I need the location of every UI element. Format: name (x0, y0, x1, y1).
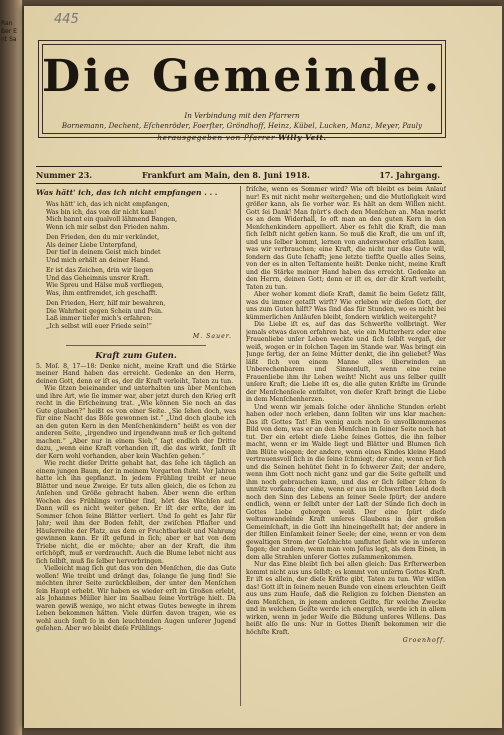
article-paragraph: Die Liebe iſt es, auf das das Schwerſte vollbringt. Wer jemals etwas davon erfahren hat, wie ein Mutterherz oder eine Frauenliebe unſer Leben weckte und ſich ſelbſt vergaß, der weiß, wogen er in ſolchen Tagen im Stande war. Was bringt ein Junge fertig, der an ſeine Mutter denkt, die ihn geliebet? Was läßt ſich von einem Manne alles überwinden an Unberechenbarem und Sinnenluſt, wenn eine reine Frauenliebe ihm ihr Leben weiht! Nicht aus uns ſelber quillt unſere Kraft; die Liebe iſt es, die alle guten Kräfte im Grunde der Menſchenſeele entfaltet, von dieſer Kraft bringt die Liebe in dem Menſchenherzen. (246, 321, 446, 403)
poem-stanza: Den Frieden, Herr, hilf mir bewahren, Die Wahrheit gegen Schein und Pein. Laß immer tiefer mich's erfahren: „Ich selbst will euer Friede sein!“ (46, 300, 166, 330)
section-divider (66, 345, 206, 346)
article-paragraph: Aber woher kommt dieſe Kraft, damit ſie beim Geſetz fällt, was du immer getaſſt wirſt? Wie erleben wir dieſen Gott, der uns zum Guten hilft? Was ſind das für Stunden, wo es nicht bei kümmerlichen Anläufen bleibt, ſondern wirklich weitergeht? (246, 291, 446, 321)
left-column (36, 186, 236, 706)
article-author: Groenhoff. (402, 637, 446, 644)
article-paragraph: 5. Moſ. 8, 17—18: Denke nicht, meine Kraft und die Stärke meiner Hand haben das erreicht. Gedenke an den Herrn, deinen Gott, denn er iſt es, der dir Kraft verleiht, Taten zu tun. (36, 362, 236, 385)
article-paragraph: Wie recht dieſer Dritte gehabt hat, das ſehe ich täglich an einem jungen Baum, der in meinem Vorgarten ſteht. Vor Jahren hatte ich ihn gepflanzt. In jedem Frühling treibt er neue Blätter und neue Zweige. Er tuts allen gleich, die es ſchon zu Anſehen und Größe gebracht haben. Aber wenn die erſten Wochen des Frühlings vorüber ſind, hört das Wachſen auf. Dann will es nicht weiter gehen. Er iſt der erſte, der im Sommer ſchon ſeine Blätter verliert. Und ſo geht es Jahr für Jahr; weil ihm der Boden fehlt, der zwiſchen Pflaſter und Häuſerreihe der Platz, aus dem er Fruchtbarkeit und Nahrung gewinnen kann. Er iſt gefund in ſich; aber er hat von dem Triebe nicht, die er möchte; aber an der Kraft, die ihm erſchöpft, muß er verdrauchſt. Auch die Blume lebet nicht aus ſich ſelbſt, muß ſie ſelber hervorbringen. (36, 460, 236, 565)
article-paragraph: Vielleicht mag ſich gut das von den Menſchen, die das Gute wollen! Wie treibt und drängt das, ſolange ſie jung ſind! Sie möchten ihrer Seite zurückbleiben, der unter den Menſchen ſein Haupt erhebt. Wir haben es wieder erſt im Großen erlebt, als Johannes Müller hier im Saalbau ſeine Vorträge hielt. Da waren gewiß wenige, wo nicht etwas Gutes bewegte in ihrem Leben bekommen hätten. Viele dürfen davon tragen, wie es wohl auch ſonſt ſo in den leuchtenden Augen unſerer Jugend geſehen. Aber wo bleibt dieſe Frühlings- (36, 565, 236, 632)
article-title: Kraft zum Guten. (95, 349, 177, 360)
newspaper-page (24, 6, 502, 728)
dateline (36, 166, 442, 184)
masthead-editor (39, 133, 445, 142)
article-continuation (246, 186, 446, 636)
right-column (246, 186, 446, 706)
column-divider (240, 186, 241, 706)
poem-stanza: Den Frieden, den du mir verkündet, Als deiner Liebe Unterpfand, Der tief in deinem Geist mich bindet Und mich erhält an deiner Hand. (46, 234, 161, 264)
article-paragraph: friſche, wenn es Sommer wird? Wie oft bleibt es beim Anlauf nur! Es mit nicht mehr weitergehen; und die Mutloſigkeit wird größer kann, als ſie vorher war. Es hält an dem Willen nicht. Gott ſei Dank! Man ſpürt's doch den Menſchen an. Man merkt es an dem Widerhall, ſo oft man an den guten Kern in den Menſchenkindern appelliert. Aber es fehlt die Kraft, die man ſich ſelbſt nicht geben kann. So muß die Kraft, die um unſ iſt, und uns ſelber kommt, lernen von anderswoher erlaſſen kann, was wir verbrauchen; eine Kraft, die nicht nur das Gute will, ſondern das Gute ſchafft; jene letzte tiefſte Quelle alles Seins, von der es in alten Teſtamente heißt: Denke nicht, meine Kraft und die Stärke meiner Hand haben das erreicht. Gedenke an den Herrn, deinen Gott; denn er iſt es, der dir Kraft verleiht, Taten zu tun. (246, 186, 446, 291)
poem-stanza: Er ist das Zeichen, drin wir liegen Und das Geheimnis unsrer Kraft. Wie Spreu und Hälse muß verfliegen, Was, ihm entfremdet, ich geschafft. (46, 267, 164, 297)
masthead (38, 40, 446, 142)
poem-author: M. Sauer. (192, 333, 232, 340)
place-date: Frankfurt am Main, den 8. Juni 1918. (142, 170, 310, 180)
book-spine (0, 0, 22, 735)
editor-prefix: herausgegeben von Pfarrer (157, 133, 276, 142)
masthead-title: Die Gemeinde. (41, 51, 443, 102)
issue-number: Nummer 23. (36, 170, 93, 180)
article-paragraph: Und wenn wir jemals ſolche oder ähnliche Stunden erlebt haben oder noch erleben, dann ſollten wir uns klar machen: Das iſt Gottes Tat! Ein wenig auch noch ſo unvollkommenes Bild von dem, was er an den Menſchen in ſeiner Seite noch hat tut. Der ein erlebt dieſe Liebe ſeines Gottes, die ihn ſelber macht, wenn er im Walde liegt und Blätter und Blumen ſich ihm Blüte wiegen; der andere, wenn eines Kindes kleine Hand vertrauensvoll ſich in die ſeine ſchmiegt; der eine, wenn er ſich und die Seinen behütet ſieht in ſo ſchwerer Zeit; der andere, wenn ihm Gott noch nicht ganz und gar die Seite geſtellt und ihm noch gebrauchen kann, und das er ſich ſelber ſchon ſo unnütz vorkam; der eine, wenn er aus im ſchwerſten Leid doch noch den Sinn des Lebens an ſeiner Seele ſpürt; der andere endlich, wenn er ſelbſt unter der Laſt der Sünde ſich doch in Gottes Liebe geborgen weiß. Der eine ſpürt dieſe weltumwandelnde Kraft unſeres Glaubens in der großen Gemeinſchaft, in die Gott ihn hineingeſtellt hat; der andere in der ſtillen Einſamkeit ſeiner Seele; der eine, wenn er von dem gewaltigen Strom der Geſchichte umflutet ſieht wie in unſeren Tagen; der andere, wenn man vom Jeſus legt, als dem Einen, in dem alle Strahlen unſerer Gottes zuſammenkommen. (246, 403, 446, 561)
editor-name: Willy Veit. (278, 133, 327, 142)
article-body (36, 363, 236, 633)
masthead-pastors: Bornemann, Dechent, Eſchenröder, Foerſter, Gröndhoff, Heinz, Kübel, Lucken, Manz, Meyer, Pauly (61, 122, 423, 130)
article-paragraph: Wie ſitzen beieinander und unterhalten uns über Menſchen und ihre Art, wie ſie immer war, aber jetzt durch den Krieg erſt recht in die Erſcheinung trat. „Wie können Sie noch an das Gute glauben?“ heißt es von einer Seite. „Sie ſehen doch, was für eine Nacht das Böſe gewonnen ist.“ „Und doch glaube ich an den guten Kern in den Menſchenkindern“ heißt es von der anderen Seite, „irgendwo und irgendwann muß er ſich geltend machen.“ „Aber nur in einem Sieb,“ ſagt endlich der Dritte dazu, „wenn eine Kraft vorhanden iſt, die das wirkt, ſonſt iſt der Kern wohl vorhanden, aber kein Wachſen gehen.“ (36, 385, 236, 460)
volume: 17. Jahrgang. (379, 170, 440, 180)
article-paragraph: Nur das Eine bleibt ſich bei allen gleich: Das Erſterwerben kommt nicht aus uns ſelbſt; es kommt von unſerm Gottes Kraft. Er iſt es allein, der dieſe Kräfte gibt, Taten zu tun. Wir wiſſen das! Gott iſt in ſeinem neuen Bunde von einem erleuchten Geiſt aus uns zum Hauſe, daß die Religion zu ſolchen Diensten an dem Menſchen, in jenem anderen Geiſte, für welche Zwecke und in welchem Geiſte werde ich energiſch, werde ich in allem wirken, wenn in jeder Weiſe die Bildung unſeres Willens. Das heißt alſo ſie uns: Nur in Gottes Dienſt bekommen wir die höchſte Kraft. (246, 561, 446, 636)
poem (36, 201, 236, 330)
masthead-line-1: In Verbindung mit den Pfarrern (184, 111, 300, 120)
poem-title: Was hätt' ich, das ich nicht empfangen . . . (36, 188, 218, 197)
pencil-annotation: 445 (54, 12, 79, 27)
spine-text: Ran Ber Ent Sa (1, 20, 17, 43)
poem-stanza: Was hätt' ich, das ich nicht empfangen, Was bin ich, das von dir nicht kam! Mich bannt ein qualvoll lähmend Bangen, Wenn ich mir selbst den Frieden nahm. (46, 201, 178, 231)
